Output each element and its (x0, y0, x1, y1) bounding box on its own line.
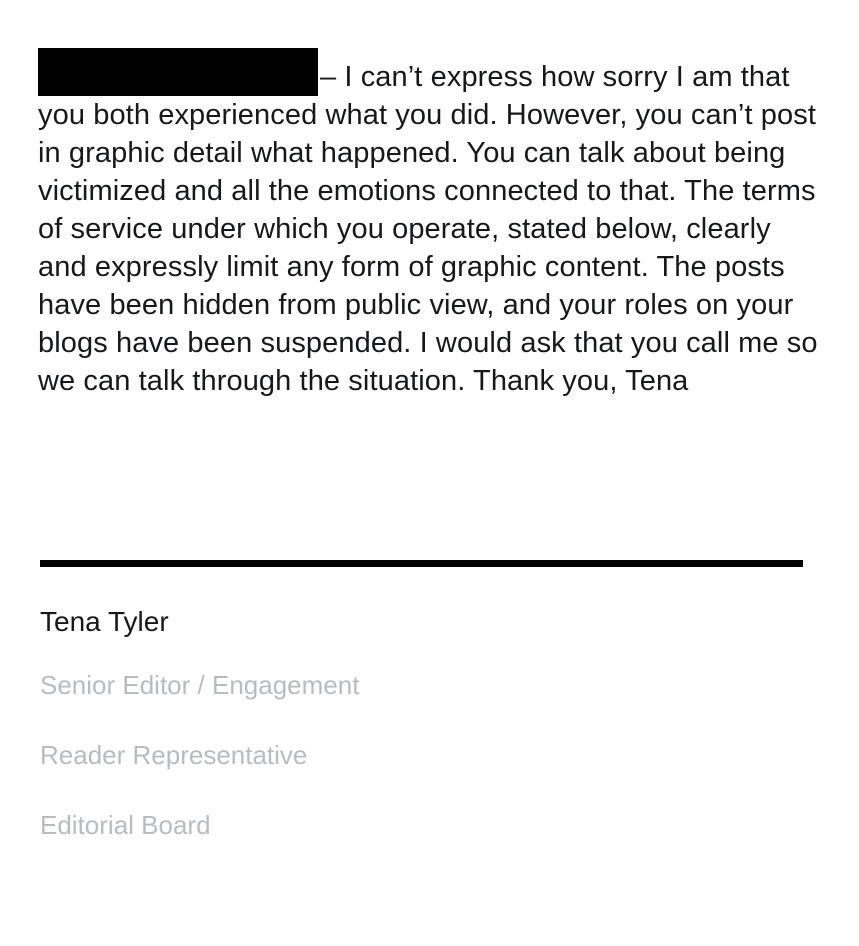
signature-title-1: Senior Editor / Engagement (40, 670, 360, 700)
signature-divider (40, 560, 803, 567)
message-body (38, 48, 821, 400)
signature-title-3: Editorial Board (40, 810, 211, 840)
redacted-name-block (38, 48, 318, 96)
signature-name: Tena Tyler (40, 606, 169, 637)
message-text: – I can’t express how sorry I am that you both experienced what you did. However, you can’t post in graphic detail what happened. You can talk about being victimized and all the emotions connected to that. The terms of service under which you operate, stated below, clearly and expressly limit any form of graphic content. The posts have been hidden from public view, and your roles on your blogs have been suspended. I would ask that you call me so we can talk through the situation. Thank you, Tena (38, 61, 818, 397)
signature-title-2: Reader Representative (40, 740, 308, 770)
signature-block (40, 605, 821, 841)
